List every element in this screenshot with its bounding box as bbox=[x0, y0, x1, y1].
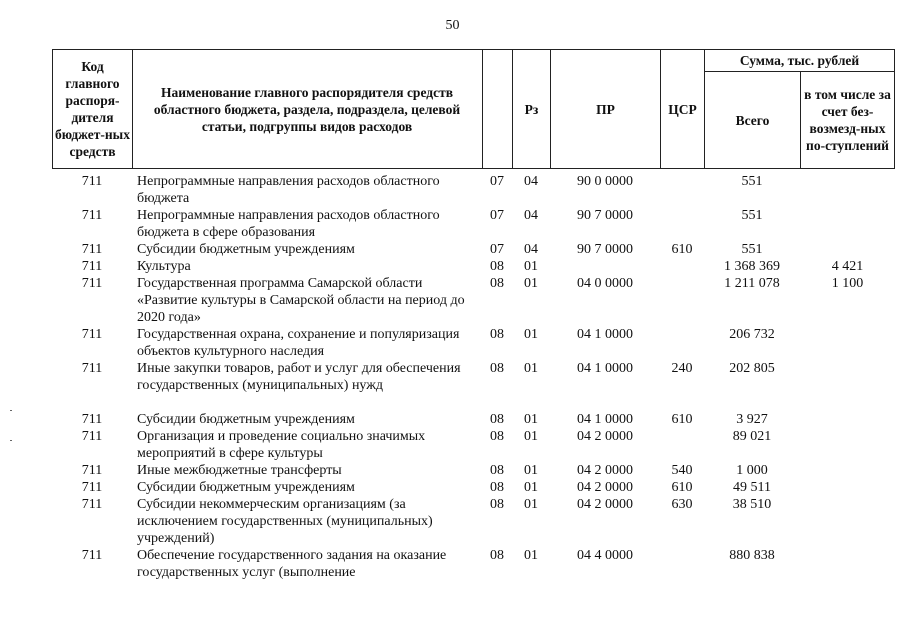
row-name: Субсидии бюджетным учреждениям bbox=[137, 480, 355, 495]
row-code: 711 bbox=[81, 259, 103, 274]
row-name: Субсидии бюджетным учреждениям bbox=[137, 412, 355, 427]
row-pr: 04 bbox=[524, 208, 538, 223]
header-divider bbox=[894, 49, 895, 169]
row-csr: 04 1 0000 bbox=[577, 327, 633, 342]
row-csr: 04 2 0000 bbox=[577, 480, 633, 495]
row-name: Государственная программа Самарской области «Развитие культуры в Самарской области на период до 2020 года» bbox=[137, 276, 465, 325]
row-name: Культура bbox=[137, 259, 191, 274]
row-vr: 610 bbox=[671, 412, 693, 427]
header-name: Наименование главного распорядителя средств областного бюджета, раздела, подраздела, целевой статьи, подгруппы видов расходов bbox=[153, 84, 461, 134]
row-rz: 08 bbox=[490, 497, 504, 512]
row-name: Иные межбюджетные трансферты bbox=[137, 463, 342, 478]
row-code: 711 bbox=[81, 463, 103, 478]
row-pr: 01 bbox=[524, 548, 538, 563]
header-csr: ЦСР bbox=[668, 101, 697, 117]
row-gratuitous: 1 100 bbox=[831, 276, 864, 291]
row-code: 711 bbox=[81, 429, 103, 444]
header-sum-title: Сумма, тыс. рублей bbox=[739, 52, 860, 68]
row-rz: 08 bbox=[490, 259, 504, 274]
row-total: 38 510 bbox=[732, 497, 772, 512]
row-total: 1 368 369 bbox=[724, 259, 780, 274]
row-name: Обеспечение государственного задания на оказание государственных услуг (выполнение bbox=[137, 548, 447, 580]
row-pr: 01 bbox=[524, 412, 538, 427]
row-name: Субсидии бюджетным учреждениям bbox=[137, 242, 355, 257]
row-rz: 08 bbox=[490, 548, 504, 563]
scan-speck bbox=[10, 410, 12, 411]
row-rz: 08 bbox=[490, 327, 504, 342]
row-total: 202 805 bbox=[729, 361, 775, 376]
row-rz: 08 bbox=[490, 412, 504, 427]
row-pr: 01 bbox=[524, 429, 538, 444]
row-rz: 07 bbox=[490, 242, 504, 257]
row-code: 711 bbox=[81, 327, 103, 342]
header-divider bbox=[132, 49, 133, 169]
row-rz: 08 bbox=[490, 463, 504, 478]
row-total: 551 bbox=[741, 174, 763, 189]
row-name: Иные закупки товаров, работ и услуг для обеспечения государственных (муниципальных) нужд bbox=[137, 361, 461, 393]
page-number: 50 bbox=[445, 18, 460, 33]
row-total: 206 732 bbox=[729, 327, 775, 342]
header-divider bbox=[482, 49, 483, 169]
row-total: 1 000 bbox=[736, 463, 768, 478]
row-code: 711 bbox=[81, 480, 103, 495]
row-csr: 90 7 0000 bbox=[577, 208, 633, 223]
header-code: Код главного распоря-дителя бюджет-ных средств bbox=[55, 59, 130, 159]
row-csr: 04 0 0000 bbox=[577, 276, 633, 291]
row-rz: 07 bbox=[490, 174, 504, 189]
table-header bbox=[52, 49, 895, 169]
row-pr: 01 bbox=[524, 259, 538, 274]
row-code: 711 bbox=[81, 412, 103, 427]
row-name: Непрограммные направления расходов областного бюджета bbox=[137, 174, 440, 206]
row-csr: 04 1 0000 bbox=[577, 412, 633, 427]
row-total: 89 021 bbox=[732, 429, 772, 444]
row-rz: 08 bbox=[490, 276, 504, 291]
row-code: 711 bbox=[81, 208, 103, 223]
row-vr: 630 bbox=[671, 497, 693, 512]
row-total: 880 838 bbox=[729, 548, 775, 563]
row-csr: 04 2 0000 bbox=[577, 429, 633, 444]
row-vr: 610 bbox=[671, 242, 693, 257]
row-name: Непрограммные направления расходов областного бюджета в сфере образования bbox=[137, 208, 440, 240]
row-csr: 04 4 0000 bbox=[577, 548, 633, 563]
row-code: 711 bbox=[81, 497, 103, 512]
row-pr: 01 bbox=[524, 361, 538, 376]
row-gratuitous: 4 421 bbox=[831, 259, 864, 274]
row-code: 711 bbox=[81, 276, 103, 291]
row-total: 551 bbox=[741, 208, 763, 223]
row-pr: 01 bbox=[524, 276, 538, 291]
row-pr: 01 bbox=[524, 480, 538, 495]
row-name: Субсидии некоммерческим организациям (за исключением государственных (муниципальных) учреждений) bbox=[137, 497, 433, 546]
row-rz: 08 bbox=[490, 361, 504, 376]
scan-speck bbox=[10, 440, 12, 441]
header-rz: Рз bbox=[524, 101, 539, 117]
row-pr: 04 bbox=[524, 242, 538, 257]
row-vr: 610 bbox=[671, 480, 693, 495]
row-name: Организация и проведение социально значимых мероприятий в сфере культуры bbox=[137, 429, 426, 461]
row-pr: 01 bbox=[524, 463, 538, 478]
row-csr: 04 1 0000 bbox=[577, 361, 633, 376]
header-gratuitous: в том числе за счет без-возмезд-ных по-ступлений bbox=[804, 87, 891, 153]
header-total: Всего bbox=[735, 112, 770, 128]
row-code: 711 bbox=[81, 174, 103, 189]
row-pr: 04 bbox=[524, 174, 538, 189]
header-pr: ПР bbox=[596, 101, 615, 117]
row-vr: 240 bbox=[671, 361, 693, 376]
row-csr: 04 2 0000 bbox=[577, 497, 633, 512]
row-total: 1 211 078 bbox=[724, 276, 780, 291]
row-csr: 90 0 0000 bbox=[577, 174, 633, 189]
row-csr: 90 7 0000 bbox=[577, 242, 633, 257]
row-total: 551 bbox=[741, 242, 763, 257]
row-vr: 540 bbox=[671, 463, 693, 478]
row-rz: 07 bbox=[490, 208, 504, 223]
row-pr: 01 bbox=[524, 327, 538, 342]
row-total: 49 511 bbox=[733, 480, 771, 495]
row-rz: 08 bbox=[490, 480, 504, 495]
row-total: 3 927 bbox=[736, 412, 768, 427]
row-name: Государственная охрана, сохранение и популяризация объектов культурного наследия bbox=[137, 327, 460, 359]
row-csr: 04 2 0000 bbox=[577, 463, 633, 478]
row-code: 711 bbox=[81, 361, 103, 376]
row-rz: 08 bbox=[490, 429, 504, 444]
row-code: 711 bbox=[81, 548, 103, 563]
row-pr: 01 bbox=[524, 497, 538, 512]
row-code: 711 bbox=[81, 242, 103, 257]
